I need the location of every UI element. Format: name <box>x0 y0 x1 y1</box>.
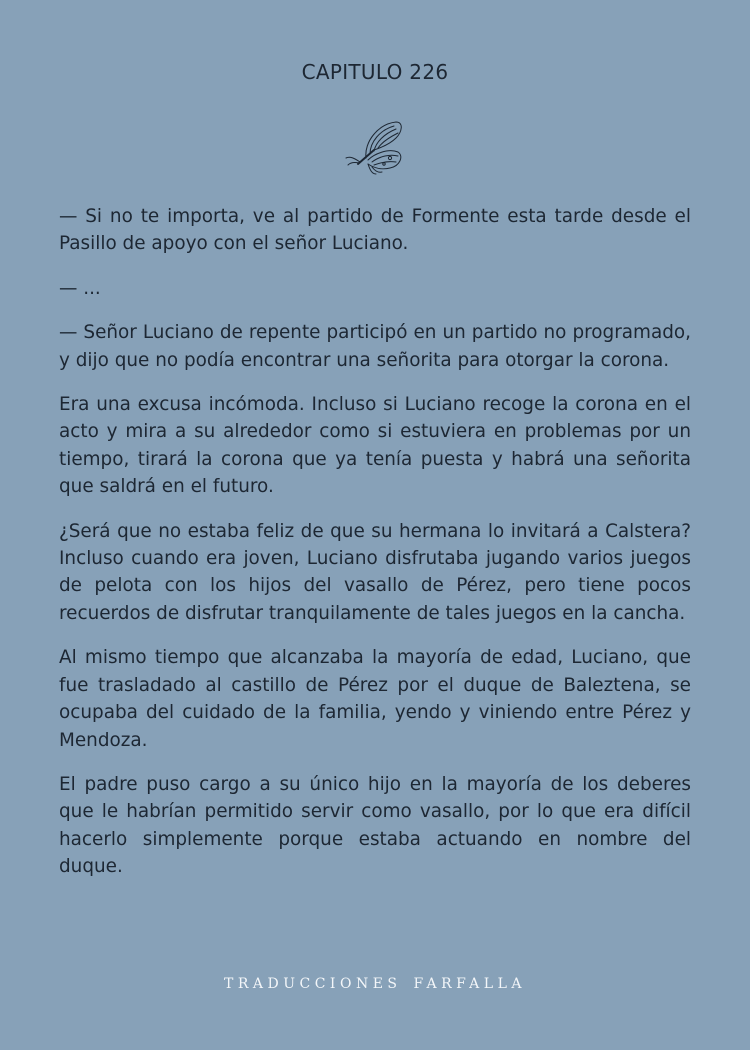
paragraph-7: El padre puso cargo a su único hijo en la mayoría de los deberes que le habrían permitido servir como vasallo, por lo que era difícil hacerlo simplemente porque estaba actuando en nombre del duque. <box>59 773 691 878</box>
footer-word-1: TRADUCCIONES <box>224 976 402 992</box>
paragraph-2: — ... <box>59 277 101 299</box>
chapter-title: CAPITULO 226 <box>301 60 449 84</box>
paragraph-3: — Señor Luciano de repente participó en un partido no programado, y dijo que no podía encontrar una señorita para otorgar la corona. <box>59 322 691 371</box>
paragraph-5: ¿Será que no estaba feliz de que su hermana lo invitará a Calstera? Incluso cuando era joven, Luciano disfrutaba jugando varios juegos de pelota con los hijos del vasallo de Pérez, pero tiene pocos recuerdos de disfrutar tranquilamente de tales juegos en la cancha. <box>59 520 691 624</box>
paragraph-1: — Si no te importa, ve al partido de Formente esta tarde desde el Pasillo de apoyo con el señor Luciano. <box>59 206 691 255</box>
footer-word-2: FARFALLA <box>413 976 526 992</box>
butterfly-icon <box>344 118 406 176</box>
publisher-footer <box>0 976 750 992</box>
paragraph-4: Era una excusa incómoda. Incluso si Luciano recoge la corona en el acto y mira a su alrededor como si estuviera en problemas por un tiempo, tirará la corona que ya tenía puesta y habrá una señorita que saldrá en el futuro. <box>59 394 691 498</box>
paragraph-6: Al mismo tiempo que alcanzaba la mayoría de edad, Luciano, que fue trasladado al castillo de Pérez por el duque de Baleztena, se ocupaba del cuidado de la familia, yendo y viniendo entre Pérez y Mendoza. <box>59 647 691 751</box>
chapter-body <box>59 203 691 898</box>
